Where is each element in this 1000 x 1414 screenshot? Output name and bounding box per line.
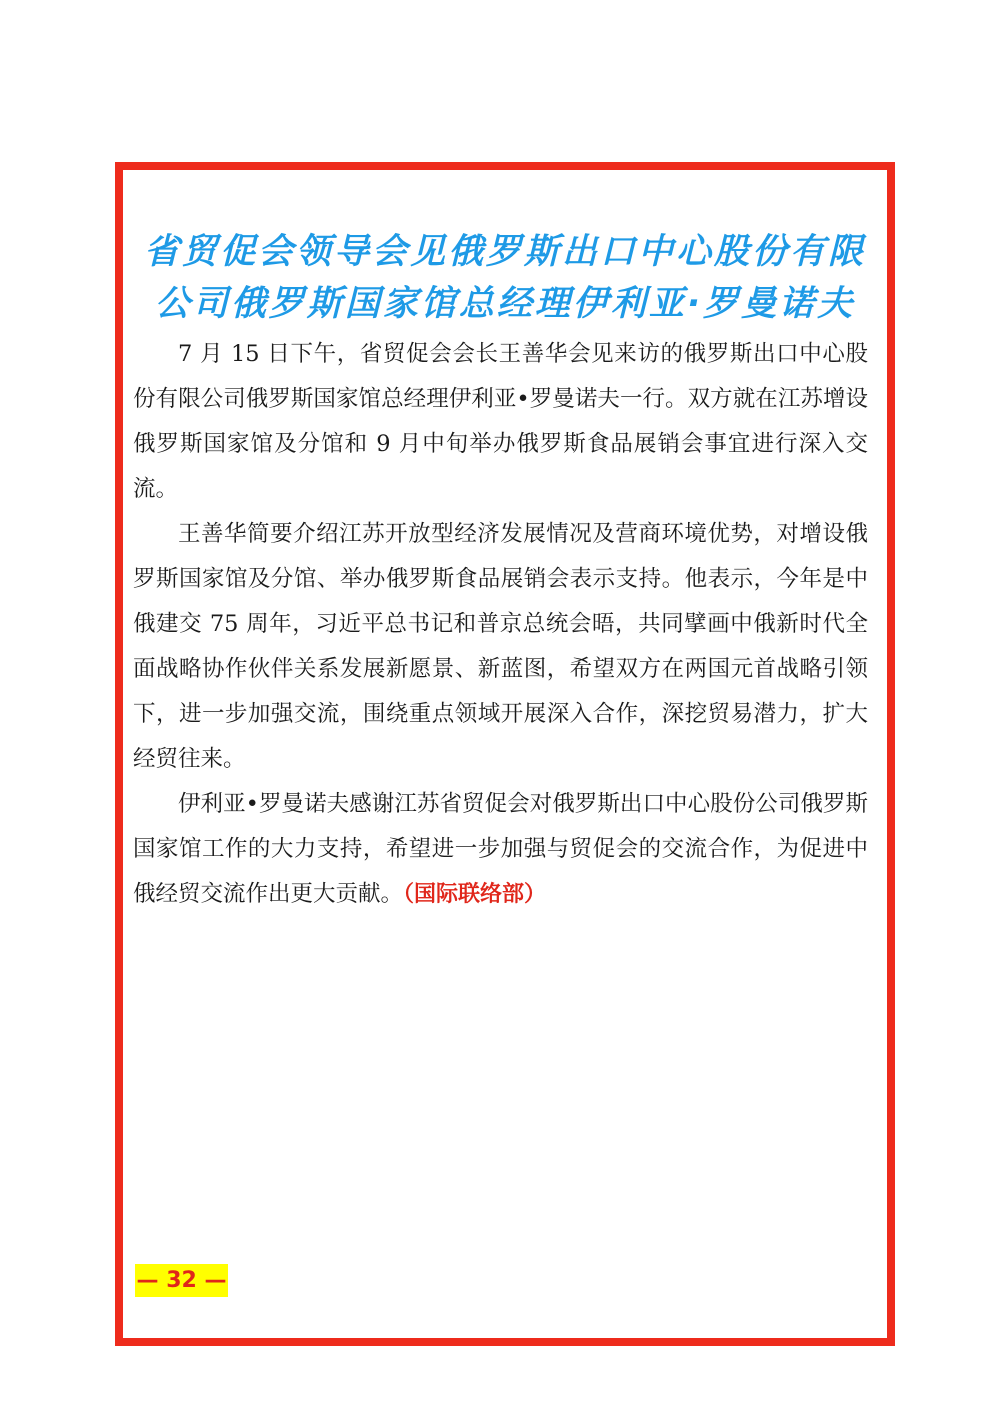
department-credit: （国际联络部） bbox=[403, 882, 547, 907]
paragraph-3-text: 伊利亚•罗曼诺夫感谢江苏省贸促会对俄罗斯出口中心股份公司俄罗斯国家馆工作的大力支持，希望进一步加强与贸促会的交流合作，为促进中俄经贸交流作出更大贡献。 bbox=[133, 791, 868, 907]
title-line-1: 省贸促会领导会见俄罗斯出口中心股份有限 bbox=[143, 232, 866, 272]
paragraph-2: 王善华简要介绍江苏开放型经济发展情况及营商环境优势，对增设俄罗斯国家馆及分馆、举办俄罗斯食品展销会表示支持。他表示，今年是中俄建交 75 周年，习近平总书记和普京总统会晤，共同擘画中俄新时代全面战略协作伙伴关系发展新愿景、新蓝图，希望双方在两国元首战略引领下，进一步加强交流，围绕重点领域开展深入合作，深挖贸易潜力，扩大经贸往来。 bbox=[133, 521, 868, 772]
paragraph-1: 7 月 15 日下午，省贸促会会长王善华会见来访的俄罗斯出口中心股份有限公司俄罗斯国家馆总经理伊利亚•罗曼诺夫一行。双方就在江苏增设俄罗斯国家馆及分馆和 9 月中旬举办俄罗斯食品展销会事宜进行深入交流。 bbox=[133, 341, 868, 502]
title-line-2: 公司俄罗斯国家馆总经理伊利亚·罗曼诺夫 bbox=[154, 284, 856, 324]
article-title bbox=[135, 226, 875, 330]
article-body bbox=[133, 332, 868, 917]
paragraph-3 bbox=[133, 782, 868, 917]
page-number: — 32 — bbox=[135, 1264, 228, 1297]
